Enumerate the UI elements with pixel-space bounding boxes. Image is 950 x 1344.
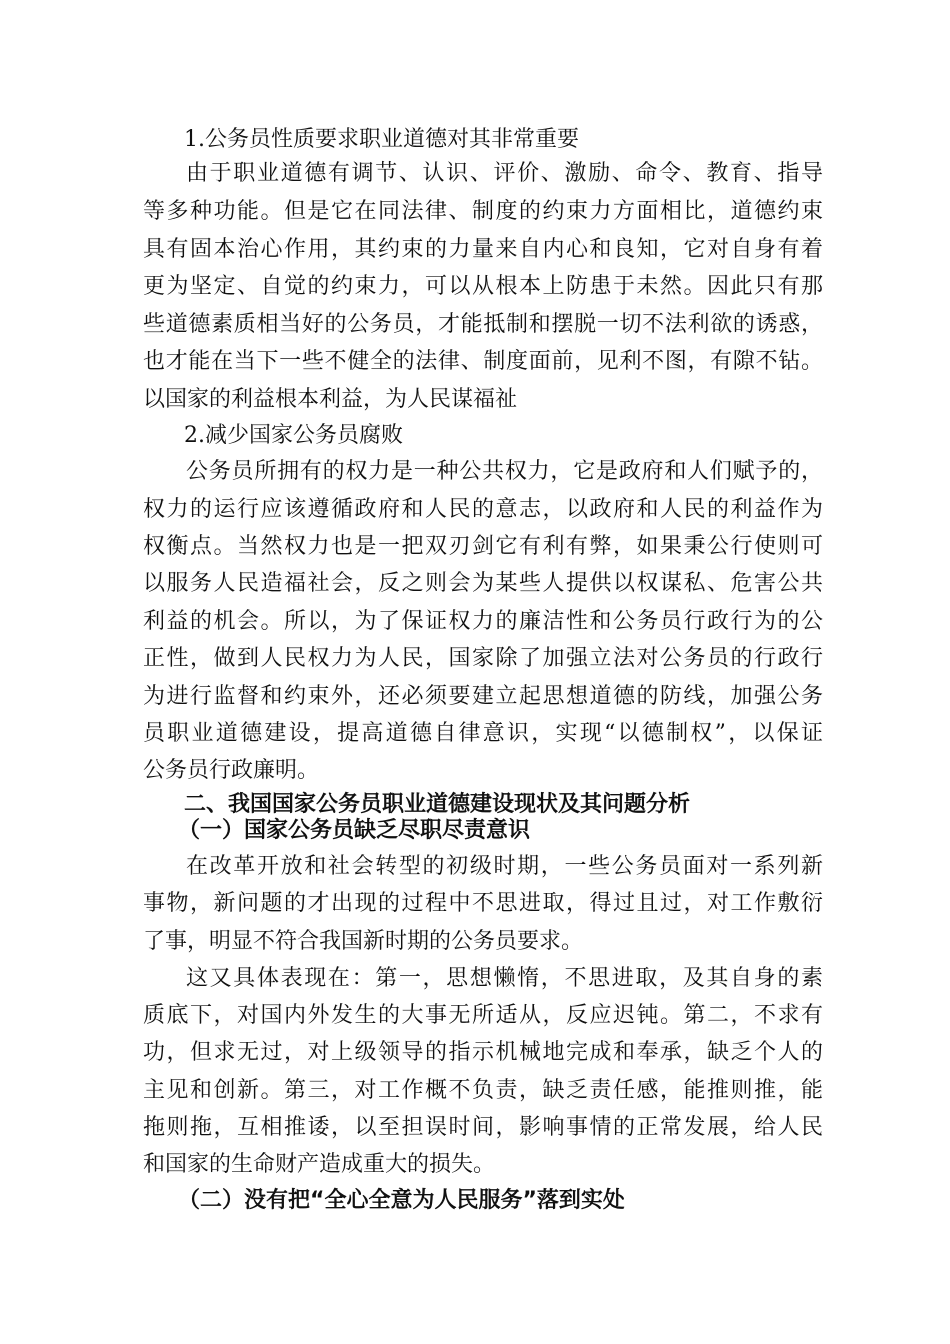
section-1-line: 更为坚定、自觉的约束力，可以从根本上防患于未然。因此只有那 <box>143 274 823 299</box>
section-2-line: 员职业道德建设，提高道德自律意识，实现“以德制权”，以保证 <box>143 721 823 746</box>
section-2-line: 公务员所拥有的权力是一种公共权力，它是政府和人们赋予的， <box>186 459 823 484</box>
subsection-1-para-1-line: 事物，新问题的才出现的过程中不思进取，得过且过，对工作敷衍 <box>143 891 823 916</box>
section-1-line: 些道德素质相当好的公务员，才能抵制和摆脱一切不法利欲的诱惑， <box>143 312 823 337</box>
section-2-line: 公务员行政廉明。 <box>143 758 320 783</box>
subsection-1-para-2-line: 主见和创新。第三，对工作概不负责，缺乏责任感，能推则推，能 <box>143 1078 823 1103</box>
section-2-line: 以服务人民造福社会，反之则会为某些人提供以权谋私、危害公共 <box>143 571 823 596</box>
section-1-line: 具有固本治心作用，其约束的力量来自内心和良知，它对自身有着 <box>143 237 823 262</box>
section-1-line: 由于职业道德有调节、认识、评价、激励、命令、教育、指导 <box>186 161 823 186</box>
subsection-1-para-1-line: 在改革开放和社会转型的初级时期，一些公务员面对一系列新 <box>186 854 823 879</box>
section-1-line: 以国家的利益根本利益，为人民谋福祉 <box>143 387 518 412</box>
section-2-line: 正性，做到人民权力为人民，国家除了加强立法对公务员的行政行 <box>143 646 823 671</box>
section-2-line: 权力的运行应该遵循政府和人民的意志，以政府和人民的利益作为 <box>143 497 823 522</box>
subsection-1-para-2-line: 这又具体表现在：第一，思想懒惰，不思进取，及其自身的素 <box>186 966 823 991</box>
section-1-line: 等多种功能。但是它在同法律、制度的约束力方面相比，道德约束 <box>143 199 823 224</box>
subsection-1-para-2-line: 功，但求无过，对上级领导的指示机械地完成和奉承，缺乏个人的 <box>143 1040 823 1065</box>
subsection-1-heading: （一）国家公务员缺乏尽职尽责意识 <box>178 818 531 843</box>
section-2-line: 权衡点。当然权力也是一把双刃剑它有利有弊，如果秉公行使则可 <box>143 534 823 559</box>
section-1-heading: 1.公务员性质要求职业道德对其非常重要 <box>184 127 579 152</box>
subsection-1-para-2-line: 和国家的生命财产造成重大的损失。 <box>143 1152 496 1177</box>
subsection-1-para-2-line: 拖则拖，互相推诿，以至担误时间，影响事情的正常发展，给人民 <box>143 1115 823 1140</box>
section-2-heading: 2.减少国家公务员腐败 <box>184 423 403 448</box>
subsection-2-heading: （二）没有把“全心全意为人民服务”落到实处 <box>178 1188 625 1213</box>
section-1-line: 也才能在当下一些不健全的法律、制度面前，见利不图，有隙不钻。 <box>143 349 823 374</box>
subsection-1-para-1-line: 了事，明显不符合我国新时期的公务员要求。 <box>143 929 584 954</box>
part-2-heading: 二、我国国家公务员职业道德建设现状及其问题分析 <box>184 792 691 817</box>
section-2-line: 利益的机会。所以，为了保证权力的廉洁性和公务员行政行为的公 <box>143 609 823 634</box>
subsection-1-para-2-line: 质底下，对国内外发生的大事无所适从，反应迟钝。第二，不求有 <box>143 1003 823 1028</box>
section-2-line: 为进行监督和约束外，还必须要建立起思想道德的防线，加强公务 <box>143 684 823 709</box>
